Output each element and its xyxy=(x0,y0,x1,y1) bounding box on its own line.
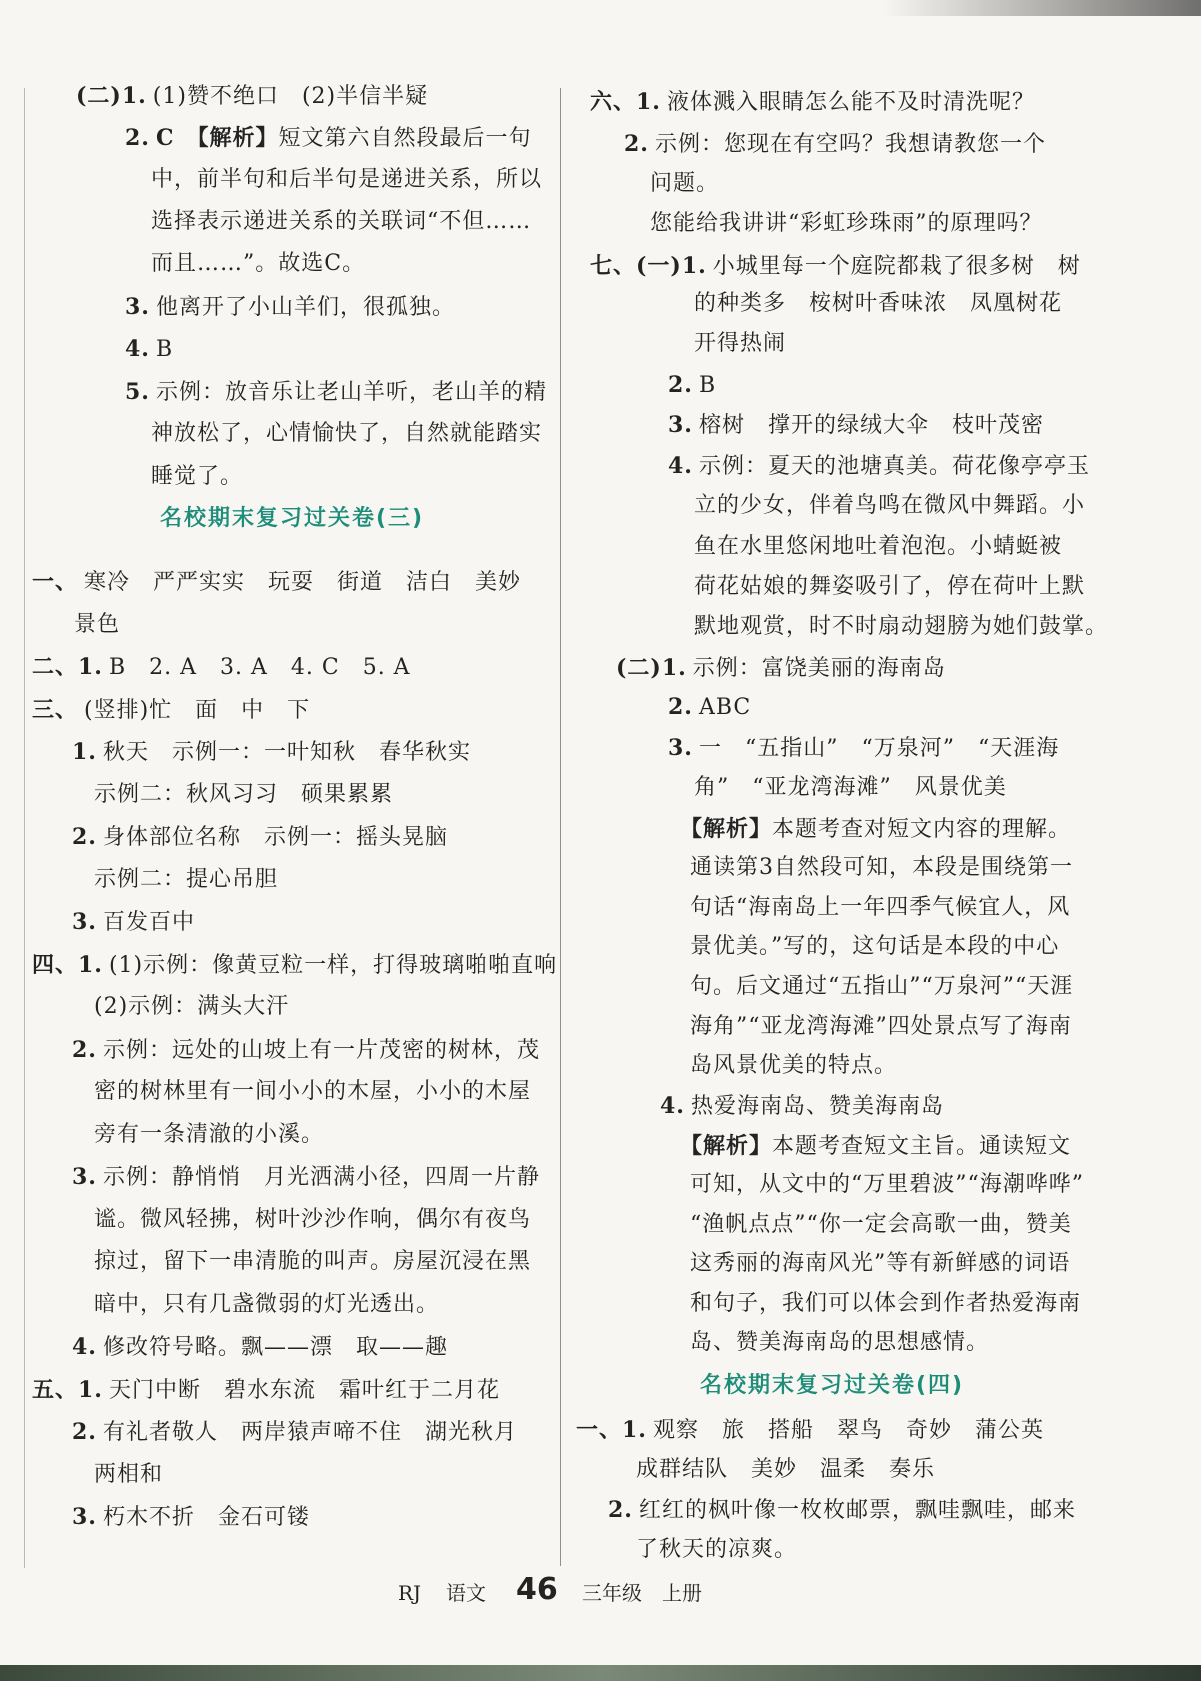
answer-line: 2. 示例：远处的山坡上有一片茂密的树林，茂 xyxy=(72,1037,540,1063)
answer-line: 选择表示递进关系的关联词“不但…… xyxy=(151,209,532,234)
answer-line: 句。后文通过“五指山”“万泉河”“天涯 xyxy=(690,974,1074,999)
edition-code: RJ xyxy=(398,1581,422,1605)
answer-line: “渔帆点点”“你一定会高歌一曲，赞美 xyxy=(690,1212,1072,1237)
answer-line: 2. ABC xyxy=(668,694,752,720)
subject-label: 语文 xyxy=(446,1581,486,1605)
answer-line: 岛、赞美海南岛的思想感情。 xyxy=(690,1330,990,1355)
answer-line: 开得热闹 xyxy=(694,331,787,356)
answer-line: 暗中，只有几盏微弱的灯光透出。 xyxy=(94,1292,440,1317)
answer-line: 2. B xyxy=(668,372,717,398)
answer-line: 成群结队 美妙 温柔 奏乐 xyxy=(636,1457,936,1482)
answer-line: 六、1. 液体溅入眼睛怎么能不及时清洗呢？ xyxy=(590,89,1035,115)
answer-line: 的种类多 桉树叶香味浓 凤凰树花 xyxy=(694,291,1063,316)
answer-line: 2. 示例：您现在有空吗？我想请教您一个 xyxy=(624,131,1046,157)
answer-line: 3. 一 “五指山” “万泉河” “天涯海 xyxy=(668,735,1060,761)
answer-line: 角” “亚龙湾海滩” 风景优美 xyxy=(694,775,1007,800)
answer-line: 二、1. B 2. A 3. A 4. C 5. A xyxy=(32,654,411,680)
answer-line: 睡觉了。 xyxy=(151,464,244,489)
page-number: 46 xyxy=(516,1572,558,1607)
answer-line: 3. 他离开了小山羊们，很孤独。 xyxy=(125,294,455,320)
answer-line: 这秀丽的海南风光”等有新鲜感的词语 xyxy=(690,1251,1071,1276)
answer-line: 景优美。”写的，这句话是本段的中心 xyxy=(690,934,1060,959)
answer-line: 景色 xyxy=(74,612,121,637)
answer-line: (二)1. 示例：富饶美丽的海南岛 xyxy=(616,655,946,681)
answer-line: 荷花姑娘的舞姿吸引了，停在荷叶上默 xyxy=(694,574,1086,599)
answer-line: 3. 朽木不折 金石可镂 xyxy=(72,1504,310,1530)
answer-line: 3. 百发百中 xyxy=(72,909,195,935)
answer-line: 一、 寒冷 严严实实 玩耍 街道 洁白 美妙 xyxy=(32,569,522,595)
answer-line: 4. B xyxy=(125,336,174,362)
answer-line: 3. 示例：静悄悄 月光洒满小径，四周一片静 xyxy=(72,1164,540,1190)
answer-line: 通读第3自然段可知，本段是围绕第一 xyxy=(690,855,1073,880)
page-footer xyxy=(0,1572,1201,1618)
answer-line: 【解析】本题考查对短文内容的理解。 xyxy=(680,816,1072,842)
answer-line: 可知，从文中的“万里碧波”“海潮哗哗” xyxy=(690,1172,1084,1197)
answer-line: 掠过，留下一串清脆的叫声。房屋沉浸在黑 xyxy=(94,1249,532,1274)
answer-line: 旁有一条清澈的小溪。 xyxy=(94,1122,325,1147)
answer-line: 立的少女，伴着鸟鸣在微风中舞蹈。小 xyxy=(694,493,1086,518)
answer-line: 2. 身体部位名称 示例一：摇头晃脑 xyxy=(72,824,448,850)
answer-line: 3. 榕树 撑开的绿绒大伞 枝叶茂密 xyxy=(668,412,1044,438)
answer-line: 5. 示例：放音乐让老山羊听，老山羊的精 xyxy=(125,379,547,405)
scan-shadow-top xyxy=(881,0,1201,16)
answer-line: 1. 秋天 示例一：一叶知秋 春华秋实 xyxy=(72,739,471,765)
answer-line: 中，前半句和后半句是递进关系，所以 xyxy=(151,167,543,192)
answer-line: (二)1. (1)赞不绝口 (2)半信半疑 xyxy=(76,83,429,109)
answer-line: 示例二：秋风习习 硕果累累 xyxy=(94,782,394,807)
answer-line: 鱼在水里悠闲地吐着泡泡。小蜻蜓被 xyxy=(694,534,1063,559)
answer-line: 神放松了，心情愉快了，自然就能踏实 xyxy=(151,421,543,446)
column-divider xyxy=(560,88,561,1566)
section-title: 名校期末复习过关卷(三) xyxy=(160,506,425,531)
answer-line: 两相和 xyxy=(94,1462,164,1487)
answer-line: 2. C 【解析】短文第六自然段最后一句 xyxy=(125,125,532,151)
answer-line: 2. 有礼者敬人 两岸猿声啼不住 湖光秋月 xyxy=(72,1419,517,1445)
answer-line: 四、1. (1)示例：像黄豆粒一样，打得玻璃啪啪直响 xyxy=(32,952,558,978)
answer-line: 三、 (竖排)忙 面 中 下 xyxy=(32,697,311,723)
answer-line: 2. 红红的枫叶像一枚枚邮票，飘哇飘哇，邮来 xyxy=(608,1497,1076,1523)
volume-label: 上册 xyxy=(662,1581,702,1605)
answer-line: 岛风景优美的特点。 xyxy=(690,1053,898,1078)
scan-edge-bottom xyxy=(0,1665,1201,1681)
answer-line: 和句子，我们可以体会到作者热爱海南 xyxy=(690,1291,1082,1316)
answer-line: 4. 热爱海南岛、赞美海南岛 xyxy=(660,1093,944,1119)
left-margin-rule xyxy=(24,88,25,1568)
answer-line: 而且……”。故选C。 xyxy=(151,251,366,276)
answer-line: 句话“海南岛上一年四季气候宜人，风 xyxy=(690,895,1071,920)
answer-line: 海角”“亚龙湾海滩”四处景点写了海南 xyxy=(690,1014,1072,1039)
answer-line: 密的树林里有一间小小的木屋，小小的木屋 xyxy=(94,1079,532,1104)
answer-line: 了秋天的凉爽。 xyxy=(636,1537,798,1562)
answer-line: 一、1. 观察 旅 搭船 翠鸟 奇妙 蒲公英 xyxy=(576,1417,1044,1443)
answer-line: 问题。 xyxy=(650,171,720,196)
answer-line: 4. 示例：夏天的池塘真美。荷花像亭亭玉 xyxy=(668,453,1090,479)
answer-line: 您能给我讲讲“彩虹珍珠雨”的原理吗？ xyxy=(650,211,1043,236)
answer-line: 【解析】本题考查短文主旨。通读短文 xyxy=(680,1133,1072,1159)
answer-line: 4. 修改符号略。飘——漂 取——趣 xyxy=(72,1334,448,1360)
answer-line: 示例二：提心吊胆 xyxy=(94,867,279,892)
answer-line: (2)示例：满头大汗 xyxy=(94,994,290,1019)
answer-line: 五、1. 天门中断 碧水东流 霜叶红于二月花 xyxy=(32,1377,500,1403)
section-title: 名校期末复习过关卷(四) xyxy=(700,1373,965,1398)
grade-label: 三年级 xyxy=(582,1581,642,1605)
answer-line: 七、(一)1. 小城里每一个庭院都栽了很多树 树 xyxy=(590,253,1081,279)
answer-line: 谧。微风轻拂，树叶沙沙作响，偶尔有夜鸟 xyxy=(94,1207,532,1232)
answer-line: 默地观赏，时不时扇动翅膀为她们鼓掌。 xyxy=(694,614,1109,639)
